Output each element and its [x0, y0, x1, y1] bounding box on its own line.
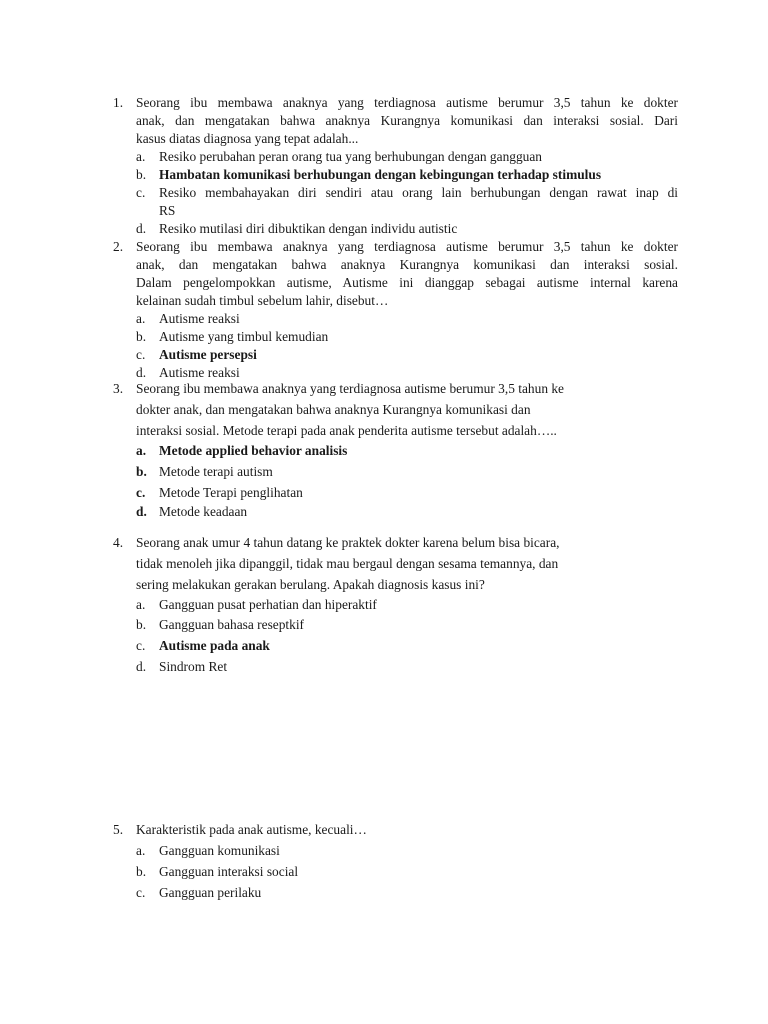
- question-text-line: Seorang ibu membawa anaknya yang terdiagnosa autisme berumur 3,5 tahun ke dokter: [136, 239, 678, 254]
- option-text: Resiko mutilasi diri dibuktikan dengan individu autistic: [159, 221, 458, 236]
- option-text: Resiko perubahan peran orang tua yang berhubungan dengan gangguan: [159, 149, 542, 164]
- option-letter: a.: [136, 843, 146, 858]
- option-text: Autisme reaksi: [159, 365, 240, 380]
- option-letter: d.: [136, 365, 147, 380]
- question-text-line: tidak menoleh jika dipanggil, tidak mau bergaul dengan sesama temannya, dan: [136, 556, 559, 571]
- question-text-line: Seorang anak umur 4 tahun datang ke praktek dokter karena belum bisa bicara,: [136, 535, 560, 550]
- option-letter: d.: [136, 221, 147, 236]
- option-text: Autisme reaksi: [159, 311, 240, 326]
- option-letter: c.: [136, 485, 146, 500]
- question-text-line: sering melakukan gerakan berulang. Apakah diagnosis kasus ini?: [136, 577, 485, 592]
- option-text: Metode Terapi penglihatan: [159, 485, 303, 500]
- question-text-line: kasus diatas diagnosa yang tepat adalah...: [136, 131, 359, 146]
- option-letter: c.: [136, 185, 146, 200]
- option-text: Sindrom Ret: [159, 659, 228, 674]
- question-text-line: Dalam pengelompokkan autisme, Autisme ini dianggap sebagai autisme internal karena: [136, 275, 678, 290]
- option-text: Metode keadaan: [159, 504, 248, 519]
- question-text-line: Seorang ibu membawa anaknya yang terdiagnosa autisme berumur 3,5 tahun ke dokter: [136, 95, 678, 110]
- question-text-line: Karakteristik pada anak autisme, kecuali…: [136, 822, 367, 837]
- option-letter: a.: [136, 311, 146, 326]
- option-letter: a.: [136, 597, 146, 612]
- question-text-line: dokter anak, dan mengatakan bahwa anaknya Kurangnya komunikasi dan: [136, 402, 531, 417]
- question-number: 1.: [113, 95, 124, 110]
- question-text-line: kelainan sudah timbul sebelum lahir, disebut…: [136, 293, 389, 308]
- option-text-correct: Metode applied behavior analisis: [159, 443, 348, 458]
- question-number: 2.: [113, 239, 124, 254]
- option-text: Autisme yang timbul kemudian: [159, 329, 329, 344]
- option-text: Gangguan komunikasi: [159, 843, 280, 858]
- question-number: 3.: [113, 381, 124, 396]
- option-text: Gangguan bahasa reseptkif: [159, 617, 305, 632]
- option-letter: d.: [136, 504, 147, 519]
- option-letter: b.: [136, 864, 147, 879]
- option-letter: c.: [136, 885, 146, 900]
- question-number: 5.: [113, 822, 124, 837]
- option-text: Gangguan perilaku: [159, 885, 262, 900]
- option-letter: a.: [136, 149, 146, 164]
- question-text-line: anak, dan mengatakan bahwa anaknya Kurangnya komunikasi dan interaksi sosial. Dari: [136, 113, 678, 128]
- question-number: 4.: [113, 535, 124, 550]
- option-text: Resiko membahayakan diri sendiri atau orang lain berhubungan dengan rawat inap di: [159, 185, 678, 200]
- question-text-line: Seorang ibu membawa anaknya yang terdiagnosa autisme berumur 3,5 tahun ke: [136, 381, 564, 396]
- option-text: Gangguan interaksi social: [159, 864, 299, 879]
- option-text-correct: Hambatan komunikasi berhubungan dengan kebingungan terhadap stimulus: [159, 167, 602, 182]
- option-letter: c.: [136, 638, 146, 653]
- option-text-correct: Autisme pada anak: [159, 638, 270, 653]
- option-text: Metode terapi autism: [159, 464, 273, 479]
- question-text-line: anak, dan mengatakan bahwa anaknya Kurangnya komunikasi dan interaksi sosial.: [136, 257, 678, 272]
- option-letter: b.: [136, 464, 147, 479]
- option-letter: d.: [136, 659, 147, 674]
- option-letter: b.: [136, 617, 147, 632]
- option-letter: b.: [136, 329, 147, 344]
- option-text-correct: Autisme persepsi: [159, 347, 257, 362]
- option-letter: a.: [136, 443, 147, 458]
- option-letter: b.: [136, 167, 147, 182]
- option-text-continued: RS: [159, 203, 176, 218]
- option-text: Gangguan pusat perhatian dan hiperaktif: [159, 597, 377, 612]
- option-letter: c.: [136, 347, 146, 362]
- question-text-line: interaksi sosial. Metode terapi pada anak penderita autisme tersebut adalah…..: [136, 423, 557, 438]
